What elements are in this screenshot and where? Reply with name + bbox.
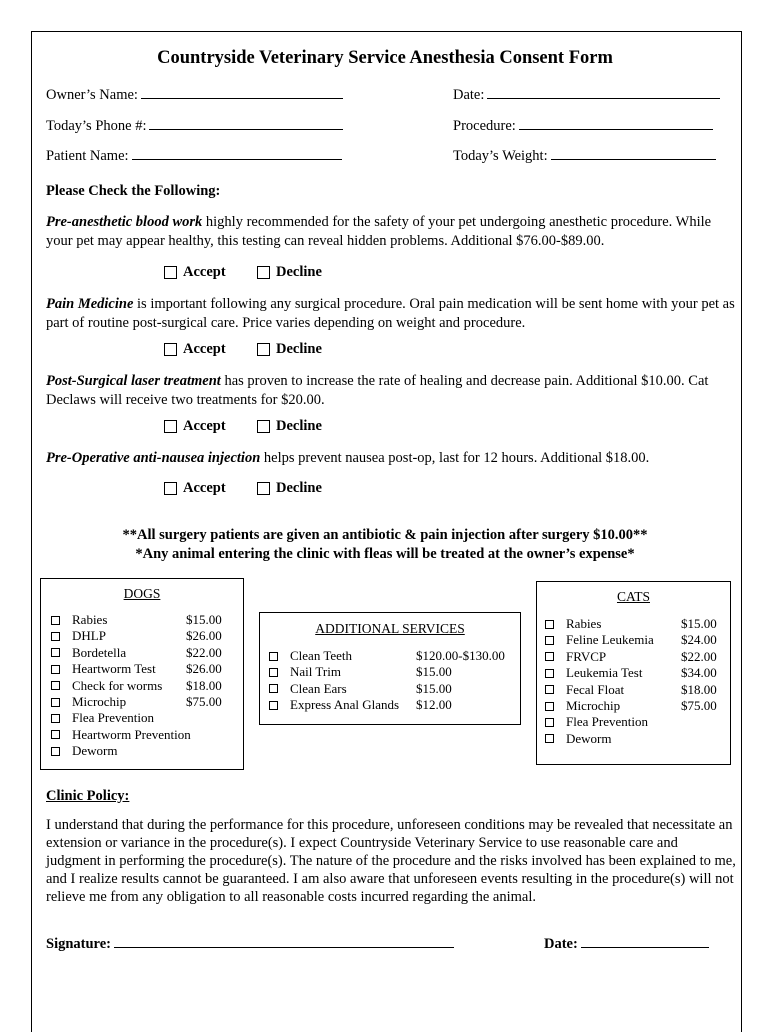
list-item[interactable] xyxy=(51,612,241,628)
option-text: helps prevent nausea post-op, last for 12 hours. Additional $18.00. xyxy=(260,450,650,466)
option-pain-medicine xyxy=(46,295,736,333)
service-name: Deworm xyxy=(72,743,118,759)
option-anti-nausea xyxy=(46,449,736,468)
service-name: Microchip xyxy=(72,693,127,709)
checkbox[interactable] xyxy=(545,685,554,694)
patient-name-field[interactable] xyxy=(46,145,342,165)
checkbox[interactable] xyxy=(545,718,554,727)
option-lead: Post-Surgical laser treatment xyxy=(46,373,221,389)
weight-line[interactable] xyxy=(551,145,716,160)
service-name: Bordetella xyxy=(72,644,127,660)
service-name: Express Anal Glands xyxy=(290,697,400,713)
checkbox[interactable] xyxy=(51,714,60,723)
checkbox[interactable] xyxy=(164,482,177,495)
service-name: Clean Teeth xyxy=(290,648,353,663)
list-item[interactable] xyxy=(51,645,241,661)
checkbox[interactable] xyxy=(269,701,278,710)
service-price: $15.00 xyxy=(681,615,717,631)
option-text: highly recommended for the safety of your pet undergoing anesthetic procedure. While your pet may appear healthy, this testing can reveal hidden problems. Additional $76.00-$89.00. xyxy=(46,214,712,249)
owner-name-line[interactable] xyxy=(141,84,343,99)
dogs-list xyxy=(51,612,241,760)
list-item[interactable] xyxy=(269,681,519,697)
list-item[interactable] xyxy=(545,682,730,698)
service-price: $15.00 xyxy=(416,680,452,696)
list-item[interactable] xyxy=(545,698,730,714)
service-price: $26.00 xyxy=(186,661,222,677)
antibiotic-notice: **All surgery patients are given an antibiotic & pain injection after surgery $10.00** xyxy=(122,527,648,543)
cats-title: CATS xyxy=(616,589,650,604)
laser-treatment-accept[interactable] xyxy=(164,418,226,435)
service-name: Microchip xyxy=(566,697,621,713)
owner-name-field[interactable] xyxy=(46,84,343,104)
weight-label: Today’s Weight: xyxy=(453,148,548,164)
list-item[interactable] xyxy=(269,664,519,680)
checkbox[interactable] xyxy=(545,652,554,661)
cats-services-box xyxy=(536,581,731,765)
owner-name-label: Owner’s Name: xyxy=(46,87,138,103)
option-text: is important following any surgical procedure. Oral pain medication will be sent home with your pet as part of routine post-surgical care. Price varies depending on weight and procedure. xyxy=(46,296,735,331)
policy-text: I understand that during the performance for this procedure, unforeseen conditions may be revealed that necessitate an extension or variance in the procedure(s). I expect Countryside Veterinary Service to use reasonable care and judgment in performing the procedure(s). The nature of the procedure and the risks involved has been explained to me, and I realize results cannot be guaranteed. I am also aware that unforeseen events resulting in the procedure(s) will not relieve me from any obligation to all reasonable costs incurred regarding the animal. xyxy=(46,817,736,905)
checkbox[interactable] xyxy=(51,616,60,625)
option-lead: Pre-anesthetic blood work xyxy=(46,214,203,230)
service-price: $34.00 xyxy=(681,665,717,681)
anti-nausea-decline[interactable] xyxy=(257,480,322,497)
list-item[interactable] xyxy=(545,665,730,681)
service-name: Check for worms xyxy=(72,677,163,693)
list-item[interactable] xyxy=(269,697,519,713)
accept-label: Accept xyxy=(183,418,226,434)
checkbox[interactable] xyxy=(164,266,177,279)
list-item[interactable] xyxy=(545,649,730,665)
blood-work-decline[interactable] xyxy=(257,264,322,281)
decline-label: Decline xyxy=(276,480,322,496)
signature-field[interactable] xyxy=(46,933,454,953)
list-item[interactable] xyxy=(545,731,730,747)
additional-title: ADDITIONAL SERVICES xyxy=(315,621,465,636)
list-item[interactable] xyxy=(51,710,241,726)
checkbox[interactable] xyxy=(545,620,554,629)
dogs-title: DOGS xyxy=(123,586,161,601)
list-item[interactable] xyxy=(545,632,730,648)
list-item[interactable] xyxy=(269,648,519,664)
service-name: Rabies xyxy=(566,616,602,631)
list-item[interactable] xyxy=(51,694,241,710)
service-price: $120.00-$130.00 xyxy=(416,647,505,663)
additional-services-box xyxy=(259,612,521,725)
list-item[interactable] xyxy=(51,727,241,743)
procedure-field[interactable] xyxy=(453,115,713,135)
procedure-line[interactable] xyxy=(519,115,713,130)
date-line[interactable] xyxy=(487,84,720,99)
service-price: $75.00 xyxy=(681,697,717,713)
service-name: FRVCP xyxy=(566,648,607,664)
list-item[interactable] xyxy=(545,714,730,730)
accept-label: Accept xyxy=(183,341,226,357)
option-text: has proven to increase the rate of healing and decrease pain. Additional $10.00. Cat Declaws will receive two treatments for $20.00. xyxy=(46,373,709,408)
cats-list xyxy=(545,616,730,747)
checkbox[interactable] xyxy=(545,669,554,678)
form-title: Countryside Veterinary Service Anesthesia Consent Form xyxy=(157,48,613,68)
option-lead: Pre-Operative anti-nausea injection xyxy=(46,450,261,466)
service-price: $15.00 xyxy=(186,611,222,627)
checkbox[interactable] xyxy=(269,668,278,677)
service-price: $18.00 xyxy=(186,677,222,693)
date-label: Date: xyxy=(453,87,485,103)
decline-label: Decline xyxy=(276,264,322,280)
service-price: $26.00 xyxy=(186,628,222,644)
list-item[interactable] xyxy=(545,616,730,632)
service-price: $22.00 xyxy=(681,648,717,664)
service-price: $24.00 xyxy=(681,632,717,648)
checkbox[interactable] xyxy=(257,266,270,279)
service-name: Deworm xyxy=(566,730,612,746)
option-laser-treatment xyxy=(46,372,736,410)
service-price: $12.00 xyxy=(416,697,452,713)
checkbox[interactable] xyxy=(257,420,270,433)
service-name: Nail Trim xyxy=(290,664,341,680)
accept-label: Accept xyxy=(183,264,226,280)
weight-field[interactable] xyxy=(453,145,716,165)
service-name: Feline Leukemia xyxy=(566,632,654,648)
service-name: Heartworm Prevention xyxy=(72,726,191,742)
signature-date-field[interactable] xyxy=(544,933,709,953)
patient-name-label: Patient Name: xyxy=(46,148,129,164)
service-name: Fecal Float xyxy=(566,681,625,697)
accept-label: Accept xyxy=(183,480,226,496)
service-name: Heartworm Test xyxy=(72,661,156,677)
phone-label: Today’s Phone #: xyxy=(46,118,147,134)
anti-nausea-accept[interactable] xyxy=(164,480,226,497)
option-blood-work xyxy=(46,213,736,251)
service-price: $22.00 xyxy=(186,644,222,660)
decline-label: Decline xyxy=(276,418,322,434)
service-name: Rabies xyxy=(72,612,108,627)
service-name: DHLP xyxy=(72,628,106,644)
checkbox[interactable] xyxy=(269,684,278,693)
checkbox[interactable] xyxy=(257,482,270,495)
flea-notice: *Any animal entering the clinic with fleas will be treated at the owner’s expense* xyxy=(135,546,635,562)
decline-label: Decline xyxy=(276,341,322,357)
list-item[interactable] xyxy=(51,743,241,759)
checkbox[interactable] xyxy=(51,730,60,739)
checkbox[interactable] xyxy=(257,343,270,356)
check-heading: Please Check the Following: xyxy=(46,183,221,199)
checkbox[interactable] xyxy=(51,665,60,674)
laser-treatment-decline[interactable] xyxy=(257,418,322,435)
signature-date-label: Date: xyxy=(544,936,578,952)
procedure-label: Procedure: xyxy=(453,118,516,134)
pain-medicine-accept[interactable] xyxy=(164,341,226,358)
checkbox[interactable] xyxy=(51,632,60,641)
service-price: $15.00 xyxy=(416,664,452,680)
signature-line[interactable] xyxy=(114,933,454,948)
option-lead: Pain Medicine xyxy=(46,296,134,312)
checkbox[interactable] xyxy=(51,648,60,657)
phone-field[interactable] xyxy=(46,115,343,135)
checkbox[interactable] xyxy=(269,652,278,661)
service-name: Flea Prevention xyxy=(72,710,154,726)
checkbox[interactable] xyxy=(51,681,60,690)
checkbox[interactable] xyxy=(545,702,554,711)
date-field[interactable] xyxy=(453,84,720,104)
policy-heading: Clinic Policy: xyxy=(46,788,130,804)
service-name: Clean Ears xyxy=(290,680,347,696)
list-item[interactable] xyxy=(51,628,241,644)
service-price: $75.00 xyxy=(186,693,222,709)
checkbox[interactable] xyxy=(51,747,60,756)
list-item[interactable] xyxy=(51,678,241,694)
service-price: $18.00 xyxy=(681,681,717,697)
checkbox[interactable] xyxy=(545,734,554,743)
additional-list xyxy=(269,648,519,714)
pain-medicine-decline[interactable] xyxy=(257,341,322,358)
checkbox[interactable] xyxy=(164,343,177,356)
service-name: Flea Prevention xyxy=(566,714,648,730)
blood-work-accept[interactable] xyxy=(164,264,226,281)
checkbox[interactable] xyxy=(51,698,60,707)
phone-line[interactable] xyxy=(149,115,343,130)
signature-label: Signature: xyxy=(46,936,111,952)
dogs-services-box xyxy=(40,578,244,770)
checkbox[interactable] xyxy=(545,636,554,645)
signature-date-line[interactable] xyxy=(581,933,709,948)
service-name: Leukemia Test xyxy=(566,665,643,681)
checkbox[interactable] xyxy=(164,420,177,433)
patient-name-line[interactable] xyxy=(132,145,342,160)
list-item[interactable] xyxy=(51,661,241,677)
